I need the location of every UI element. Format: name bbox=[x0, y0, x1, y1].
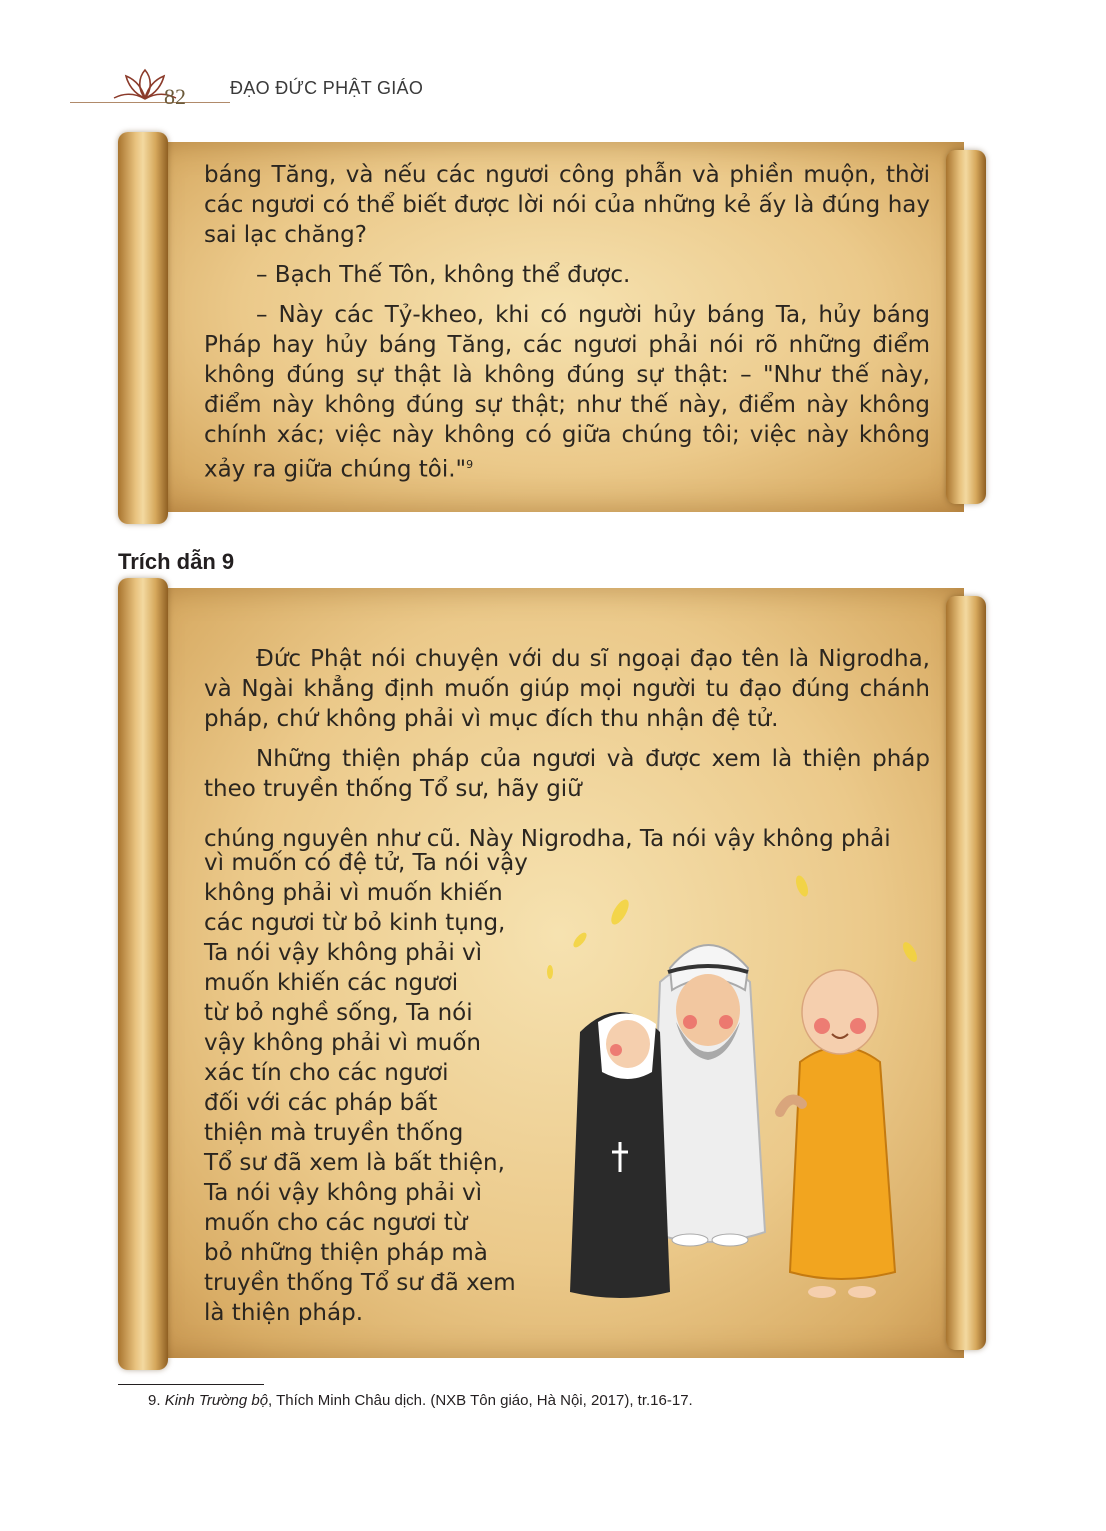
text-line: từ bỏ nghề sống, Ta nói bbox=[204, 1000, 473, 1026]
text-line: Ta nói vậy không phải vì bbox=[204, 940, 483, 966]
scroll2-text bbox=[204, 644, 930, 854]
text-line: vì muốn có đệ tử, Ta nói vậy bbox=[204, 850, 528, 876]
text-line: Tổ sư đã xem là bất thiện, bbox=[204, 1150, 505, 1176]
text-line: Ta nói vậy không phải vì bbox=[204, 1180, 483, 1206]
page-header bbox=[60, 62, 460, 122]
footnote-ref: 9 bbox=[466, 458, 474, 471]
footnote bbox=[148, 1392, 693, 1409]
text-line: truyền thống Tổ sư đã xem bbox=[204, 1270, 516, 1296]
monk-figure bbox=[780, 970, 895, 1298]
page-number: 82 bbox=[164, 84, 186, 109]
text-line: các ngươi từ bỏ kinh tụng, bbox=[204, 910, 506, 936]
paragraph bbox=[204, 300, 930, 485]
characters-illustration bbox=[540, 872, 920, 1312]
text-line: bỏ những thiện pháp mà bbox=[204, 1240, 488, 1266]
text-line: thiện mà truyền thống bbox=[204, 1120, 464, 1146]
footnote-number: 9. bbox=[148, 1392, 161, 1409]
nun-figure bbox=[570, 1012, 670, 1298]
elder-figure bbox=[650, 945, 765, 1246]
scroll-box-1 bbox=[118, 132, 986, 524]
text-line: muốn khiến các ngươi bbox=[204, 970, 459, 996]
scroll-roll-right bbox=[946, 596, 986, 1350]
text-line: đối với các pháp bất bbox=[204, 1090, 438, 1116]
paragraph-text: – Này các Tỷ-kheo, khi có người hủy báng Ta, hủy báng Pháp hay hủy báng Tăng, các ngươi phải nói rõ những điểm không đúng sự thật là không đúng sự thật: – "Như thế này, điểm này không đúng sự thật; như thế này, điểm này không chính xác; việc này không có giữa chúng tôi; việc này không xảy ra giữa chúng tôi." bbox=[204, 302, 930, 483]
scroll-roll-right bbox=[946, 150, 986, 504]
paragraph: – Bạch Thế Tôn, không thể được. bbox=[256, 262, 631, 288]
footnote-rest: , Thích Minh Châu dịch. (NXB Tôn giáo, Hà Nội, 2017), tr.16-17. bbox=[268, 1392, 693, 1409]
scroll-roll-left bbox=[118, 132, 168, 524]
paragraph: Những thiện pháp của ngươi và được xem là thiện pháp theo truyền thống Tổ sư, hãy giữ bbox=[204, 746, 930, 802]
scroll1-text bbox=[204, 160, 930, 485]
text-line: vậy không phải vì muốn bbox=[204, 1030, 481, 1056]
text-line: không phải vì muốn khiến bbox=[204, 880, 503, 906]
paragraph: báng Tăng, và nếu các ngươi công phẫn và phiền muộn, thời các ngươi có thể biết được lời nói của những kẻ ấy là đúng hay sai lạc chăng? bbox=[204, 162, 930, 248]
text-line: xác tín cho các ngươi bbox=[204, 1060, 449, 1086]
header-rule bbox=[70, 102, 230, 103]
footnote-divider bbox=[118, 1384, 264, 1385]
text-line: là thiện pháp. bbox=[204, 1300, 364, 1326]
scroll2-narrow-column bbox=[204, 848, 550, 1328]
scroll-roll-left bbox=[118, 578, 168, 1370]
footnote-title: Kinh Trường bộ bbox=[164, 1392, 269, 1409]
paragraph: Đức Phật nói chuyện với du sĩ ngoại đạo tên là Nigrodha, và Ngài khẳng định muốn giúp mọi người tu đạo đúng chánh pháp, chứ không phải vì mục đích thu nhận đệ tử. bbox=[204, 646, 930, 732]
paragraph-line: chúng nguyên như cũ. Này Nigrodha, Ta nói vậy không phải bbox=[204, 826, 891, 852]
text-line: muốn cho các ngươi từ bbox=[204, 1210, 468, 1236]
section-heading: Trích dẫn 9 bbox=[118, 549, 235, 574]
book-title: ĐẠO ĐỨC PHẬT GIÁO bbox=[230, 78, 424, 98]
